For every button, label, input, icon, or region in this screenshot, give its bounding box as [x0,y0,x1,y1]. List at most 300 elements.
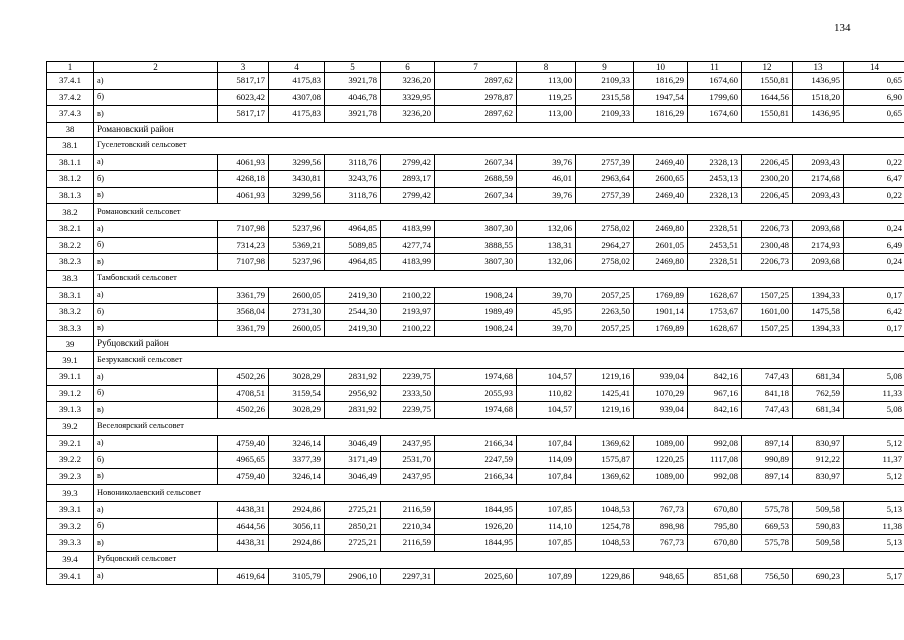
row-code: 38.1 [47,137,94,154]
value-cell: 1799,60 [688,89,742,106]
value-cell: 767,73 [634,502,688,519]
value-cell: 3807,30 [435,254,517,271]
value-cell: 2210,34 [381,518,435,535]
district-name: Рубцовский район [94,337,904,352]
council-row [47,270,904,287]
value-cell: 3361,79 [218,320,269,337]
row-code: 38.1.2 [47,171,94,188]
value-cell: 6,90 [844,89,904,106]
value-cell: 6023,42 [218,89,269,106]
value-cell: 1219,16 [576,369,634,386]
value-cell: 2239,75 [381,369,435,386]
value-cell: 0,22 [844,154,904,171]
value-cell: 3243,76 [325,171,381,188]
value-cell: 0,17 [844,287,904,304]
value-cell: 2469,80 [634,221,688,238]
value-cell: 6,47 [844,171,904,188]
council-name: Тамбовский сельсовет [94,270,904,287]
column-header: 1 [47,62,94,73]
row-variant: в) [94,106,218,123]
row-variant: в) [94,402,218,419]
value-cell: 2328,13 [688,187,742,204]
value-cell: 0,24 [844,221,904,238]
table-row [47,304,904,321]
row-code: 39.2.3 [47,468,94,485]
column-header: 9 [576,62,634,73]
value-cell: 2799,42 [381,187,435,204]
value-cell: 670,80 [688,535,742,552]
value-cell: 104,57 [517,369,576,386]
value-cell: 767,73 [634,535,688,552]
value-cell: 11,38 [844,518,904,535]
row-variant: в) [94,535,218,552]
value-cell: 939,04 [634,369,688,386]
value-cell: 2731,30 [269,304,325,321]
value-cell: 104,57 [517,402,576,419]
value-cell: 575,78 [742,502,793,519]
value-cell: 1436,95 [793,106,844,123]
value-cell: 2093,68 [793,221,844,238]
value-cell: 4277,74 [381,237,435,254]
value-cell: 2600,65 [634,171,688,188]
value-cell: 2333,50 [381,385,435,402]
value-cell: 2166,34 [435,435,517,452]
value-cell: 1769,89 [634,287,688,304]
value-cell: 1070,29 [634,385,688,402]
row-variant: б) [94,89,218,106]
value-cell: 39,70 [517,320,576,337]
value-cell: 1601,00 [742,304,793,321]
value-cell: 3921,78 [325,106,381,123]
row-variant: а) [94,73,218,90]
value-cell: 2893,17 [381,171,435,188]
value-cell: 3028,29 [269,402,325,419]
value-cell: 2055,93 [435,385,517,402]
value-cell: 1089,00 [634,468,688,485]
value-cell: 2419,30 [325,287,381,304]
value-cell: 1926,20 [435,518,517,535]
value-cell: 851,68 [688,568,742,585]
table-row [47,237,904,254]
table-row [47,435,904,452]
council-name: Безрукавский сельсовет [94,352,904,369]
value-cell: 992,08 [688,468,742,485]
header-row [47,62,904,73]
value-cell: 5,12 [844,435,904,452]
value-cell: 2025,60 [435,568,517,585]
value-cell: 5237,96 [269,254,325,271]
value-cell: 3430,81 [269,171,325,188]
value-cell: 0,24 [844,254,904,271]
row-code: 37.4.3 [47,106,94,123]
value-cell: 2239,75 [381,402,435,419]
value-cell: 2897,62 [435,106,517,123]
column-header: 8 [517,62,576,73]
value-cell: 4644,56 [218,518,269,535]
row-variant: а) [94,369,218,386]
value-cell: 4046,78 [325,89,381,106]
page-number: 134 [834,22,851,34]
value-cell: 4502,26 [218,402,269,419]
column-header: 5 [325,62,381,73]
value-cell: 114,10 [517,518,576,535]
value-cell: 132,06 [517,221,576,238]
value-cell: 747,43 [742,369,793,386]
value-cell: 2174,93 [793,237,844,254]
value-cell: 39,76 [517,187,576,204]
value-cell: 5,17 [844,568,904,585]
row-variant: а) [94,287,218,304]
district-name: Романовский район [94,122,904,137]
value-cell: 1628,67 [688,287,742,304]
value-cell: 3046,49 [325,435,381,452]
value-cell: 967,16 [688,385,742,402]
table-row [47,171,904,188]
value-cell: 841,18 [742,385,793,402]
value-cell: 132,06 [517,254,576,271]
value-cell: 2531,70 [381,452,435,469]
row-code: 39.1.3 [47,402,94,419]
value-cell: 669,53 [742,518,793,535]
value-cell: 1117,08 [688,452,742,469]
value-cell: 4965,65 [218,452,269,469]
row-variant: а) [94,435,218,452]
value-cell: 2193,97 [381,304,435,321]
value-cell: 107,85 [517,502,576,519]
value-cell: 2300,48 [742,237,793,254]
value-cell: 1550,81 [742,106,793,123]
table-row [47,287,904,304]
value-cell: 1674,60 [688,73,742,90]
row-variant: б) [94,304,218,321]
table-row [47,106,904,123]
value-cell: 2419,30 [325,320,381,337]
value-cell: 1475,58 [793,304,844,321]
district-row [47,337,904,352]
value-cell: 1644,56 [742,89,793,106]
row-variant: б) [94,518,218,535]
value-cell: 1394,33 [793,287,844,304]
value-cell: 2297,31 [381,568,435,585]
value-cell: 509,58 [793,535,844,552]
value-cell: 5817,17 [218,73,269,90]
row-variant: а) [94,568,218,585]
value-cell: 2964,27 [576,237,634,254]
value-cell: 5,13 [844,502,904,519]
row-code: 39 [47,337,94,352]
value-cell: 3028,29 [269,369,325,386]
value-cell: 107,84 [517,468,576,485]
value-cell: 1507,25 [742,320,793,337]
value-cell: 1048,53 [576,535,634,552]
value-cell: 756,50 [742,568,793,585]
row-variant: б) [94,385,218,402]
value-cell: 2206,73 [742,221,793,238]
row-code: 38.3.3 [47,320,94,337]
value-cell: 113,00 [517,106,576,123]
row-variant: б) [94,171,218,188]
value-cell: 2831,92 [325,369,381,386]
value-cell: 898,98 [634,518,688,535]
value-cell: 670,80 [688,502,742,519]
row-code: 39.4.1 [47,568,94,585]
value-cell: 2469,80 [634,254,688,271]
value-cell: 1369,62 [576,468,634,485]
table-row [47,468,904,485]
column-header: 11 [688,62,742,73]
value-cell: 4183,99 [381,254,435,271]
value-cell: 4438,31 [218,502,269,519]
value-cell: 5,08 [844,369,904,386]
value-cell: 2924,86 [269,535,325,552]
table-row [47,452,904,469]
value-cell: 45,95 [517,304,576,321]
value-cell: 2100,22 [381,287,435,304]
row-code: 39.2.2 [47,452,94,469]
value-cell: 110,82 [517,385,576,402]
value-cell: 3105,79 [269,568,325,585]
value-cell: 1518,20 [793,89,844,106]
value-cell: 1901,14 [634,304,688,321]
value-cell: 5369,21 [269,237,325,254]
value-cell: 1048,53 [576,502,634,519]
value-cell: 3329,95 [381,89,435,106]
value-cell: 138,31 [517,237,576,254]
value-cell: 1394,33 [793,320,844,337]
value-cell: 1769,89 [634,320,688,337]
row-code: 39.3.1 [47,502,94,519]
value-cell: 0,17 [844,320,904,337]
value-cell: 107,89 [517,568,576,585]
column-header: 2 [94,62,218,73]
row-code: 38 [47,122,94,137]
value-cell: 2109,33 [576,73,634,90]
value-cell: 2607,34 [435,187,517,204]
row-code: 37.4.2 [47,89,94,106]
value-cell: 2206,73 [742,254,793,271]
row-variant: а) [94,154,218,171]
value-cell: 2263,50 [576,304,634,321]
row-code: 38.2.1 [47,221,94,238]
value-cell: 2469,40 [634,187,688,204]
value-cell: 1219,16 [576,402,634,419]
council-row [47,551,904,568]
value-cell: 2757,39 [576,187,634,204]
value-cell: 3159,54 [269,385,325,402]
value-cell: 1550,81 [742,73,793,90]
row-variant: в) [94,320,218,337]
value-cell: 5237,96 [269,221,325,238]
value-cell: 1816,29 [634,73,688,90]
value-cell: 1436,95 [793,73,844,90]
value-cell: 3888,55 [435,237,517,254]
row-code: 38.3.2 [47,304,94,321]
table-row [47,89,904,106]
value-cell: 992,08 [688,435,742,452]
value-cell: 2725,21 [325,502,381,519]
value-cell: 1947,54 [634,89,688,106]
value-cell: 897,14 [742,468,793,485]
value-cell: 1908,24 [435,320,517,337]
value-cell: 3118,76 [325,187,381,204]
value-cell: 0,65 [844,73,904,90]
value-cell: 3118,76 [325,154,381,171]
value-cell: 2174,68 [793,171,844,188]
table-row [47,385,904,402]
value-cell: 948,65 [634,568,688,585]
value-cell: 4502,26 [218,369,269,386]
value-cell: 119,25 [517,89,576,106]
value-cell: 2328,51 [688,254,742,271]
value-cell: 1753,67 [688,304,742,321]
row-code: 39.2 [47,418,94,435]
value-cell: 842,16 [688,369,742,386]
value-cell: 830,97 [793,435,844,452]
table-row [47,518,904,535]
value-cell: 2206,45 [742,187,793,204]
value-cell: 681,34 [793,402,844,419]
value-cell: 5,13 [844,535,904,552]
value-cell: 113,00 [517,73,576,90]
value-cell: 1507,25 [742,287,793,304]
value-cell: 2906,10 [325,568,381,585]
value-cell: 2116,59 [381,502,435,519]
value-cell: 4964,85 [325,254,381,271]
council-row [47,352,904,369]
value-cell: 4175,83 [269,73,325,90]
council-name: Романовский сельсовет [94,204,904,221]
row-code: 39.3 [47,485,94,502]
row-code: 38.1.1 [47,154,94,171]
value-cell: 4183,99 [381,221,435,238]
row-variant: а) [94,221,218,238]
row-code: 39.1 [47,352,94,369]
value-cell: 1369,62 [576,435,634,452]
value-cell: 830,97 [793,468,844,485]
value-cell: 1229,86 [576,568,634,585]
value-cell: 1974,68 [435,402,517,419]
value-cell: 2601,05 [634,237,688,254]
value-cell: 4061,93 [218,187,269,204]
value-cell: 2897,62 [435,73,517,90]
value-cell: 3236,20 [381,73,435,90]
value-cell: 2725,21 [325,535,381,552]
value-cell: 590,83 [793,518,844,535]
value-cell: 2100,22 [381,320,435,337]
row-variant: б) [94,452,218,469]
value-cell: 2057,25 [576,320,634,337]
value-cell: 1220,25 [634,452,688,469]
value-cell: 39,70 [517,287,576,304]
value-cell: 4268,18 [218,171,269,188]
value-cell: 3056,11 [269,518,325,535]
row-code: 39.4 [47,551,94,568]
value-cell: 7107,98 [218,221,269,238]
value-cell: 7314,23 [218,237,269,254]
value-cell: 6,42 [844,304,904,321]
council-row [47,418,904,435]
table-row [47,320,904,337]
value-cell: 6,49 [844,237,904,254]
table-row [47,187,904,204]
row-code: 38.3.1 [47,287,94,304]
value-cell: 5,12 [844,468,904,485]
council-name: Новониколаевский сельсовет [94,485,904,502]
value-cell: 4708,51 [218,385,269,402]
value-cell: 114,09 [517,452,576,469]
value-cell: 897,14 [742,435,793,452]
value-cell: 4175,83 [269,106,325,123]
value-cell: 509,58 [793,502,844,519]
value-cell: 1816,29 [634,106,688,123]
value-cell: 1254,78 [576,518,634,535]
column-header: 7 [435,62,517,73]
council-name: Веселоярский сельсовет [94,418,904,435]
value-cell: 2206,45 [742,154,793,171]
council-row [47,204,904,221]
row-code: 37.4.1 [47,73,94,90]
district-row [47,122,904,137]
row-code: 39.1.1 [47,369,94,386]
value-cell: 2300,20 [742,171,793,188]
value-cell: 1089,00 [634,435,688,452]
value-cell: 107,84 [517,435,576,452]
table-row [47,402,904,419]
value-cell: 1425,41 [576,385,634,402]
value-cell: 2093,43 [793,154,844,171]
table-row [47,154,904,171]
column-header: 6 [381,62,435,73]
row-variant: в) [94,254,218,271]
value-cell: 2758,02 [576,221,634,238]
value-cell: 11,33 [844,385,904,402]
value-cell: 7107,98 [218,254,269,271]
value-cell: 0,65 [844,106,904,123]
value-cell: 2247,59 [435,452,517,469]
value-cell: 11,37 [844,452,904,469]
value-cell: 2109,33 [576,106,634,123]
value-cell: 46,01 [517,171,576,188]
row-code: 38.2.3 [47,254,94,271]
value-cell: 2315,58 [576,89,634,106]
value-cell: 1974,68 [435,369,517,386]
value-cell: 1844,95 [435,535,517,552]
value-cell: 690,23 [793,568,844,585]
value-cell: 2924,86 [269,502,325,519]
row-code: 39.3.3 [47,535,94,552]
value-cell: 2600,05 [269,320,325,337]
column-header: 10 [634,62,688,73]
row-code: 38.2 [47,204,94,221]
value-cell: 2799,42 [381,154,435,171]
value-cell: 4759,40 [218,468,269,485]
value-cell: 2328,13 [688,154,742,171]
value-cell: 2850,21 [325,518,381,535]
value-cell: 2093,43 [793,187,844,204]
table-row [47,535,904,552]
value-cell: 2469,40 [634,154,688,171]
column-header: 3 [218,62,269,73]
row-variant: в) [94,187,218,204]
table-row [47,502,904,519]
value-cell: 1674,60 [688,106,742,123]
value-cell: 1844,95 [435,502,517,519]
value-cell: 5817,17 [218,106,269,123]
value-cell: 2544,30 [325,304,381,321]
value-cell: 3236,20 [381,106,435,123]
table-row [47,254,904,271]
column-header: 4 [269,62,325,73]
